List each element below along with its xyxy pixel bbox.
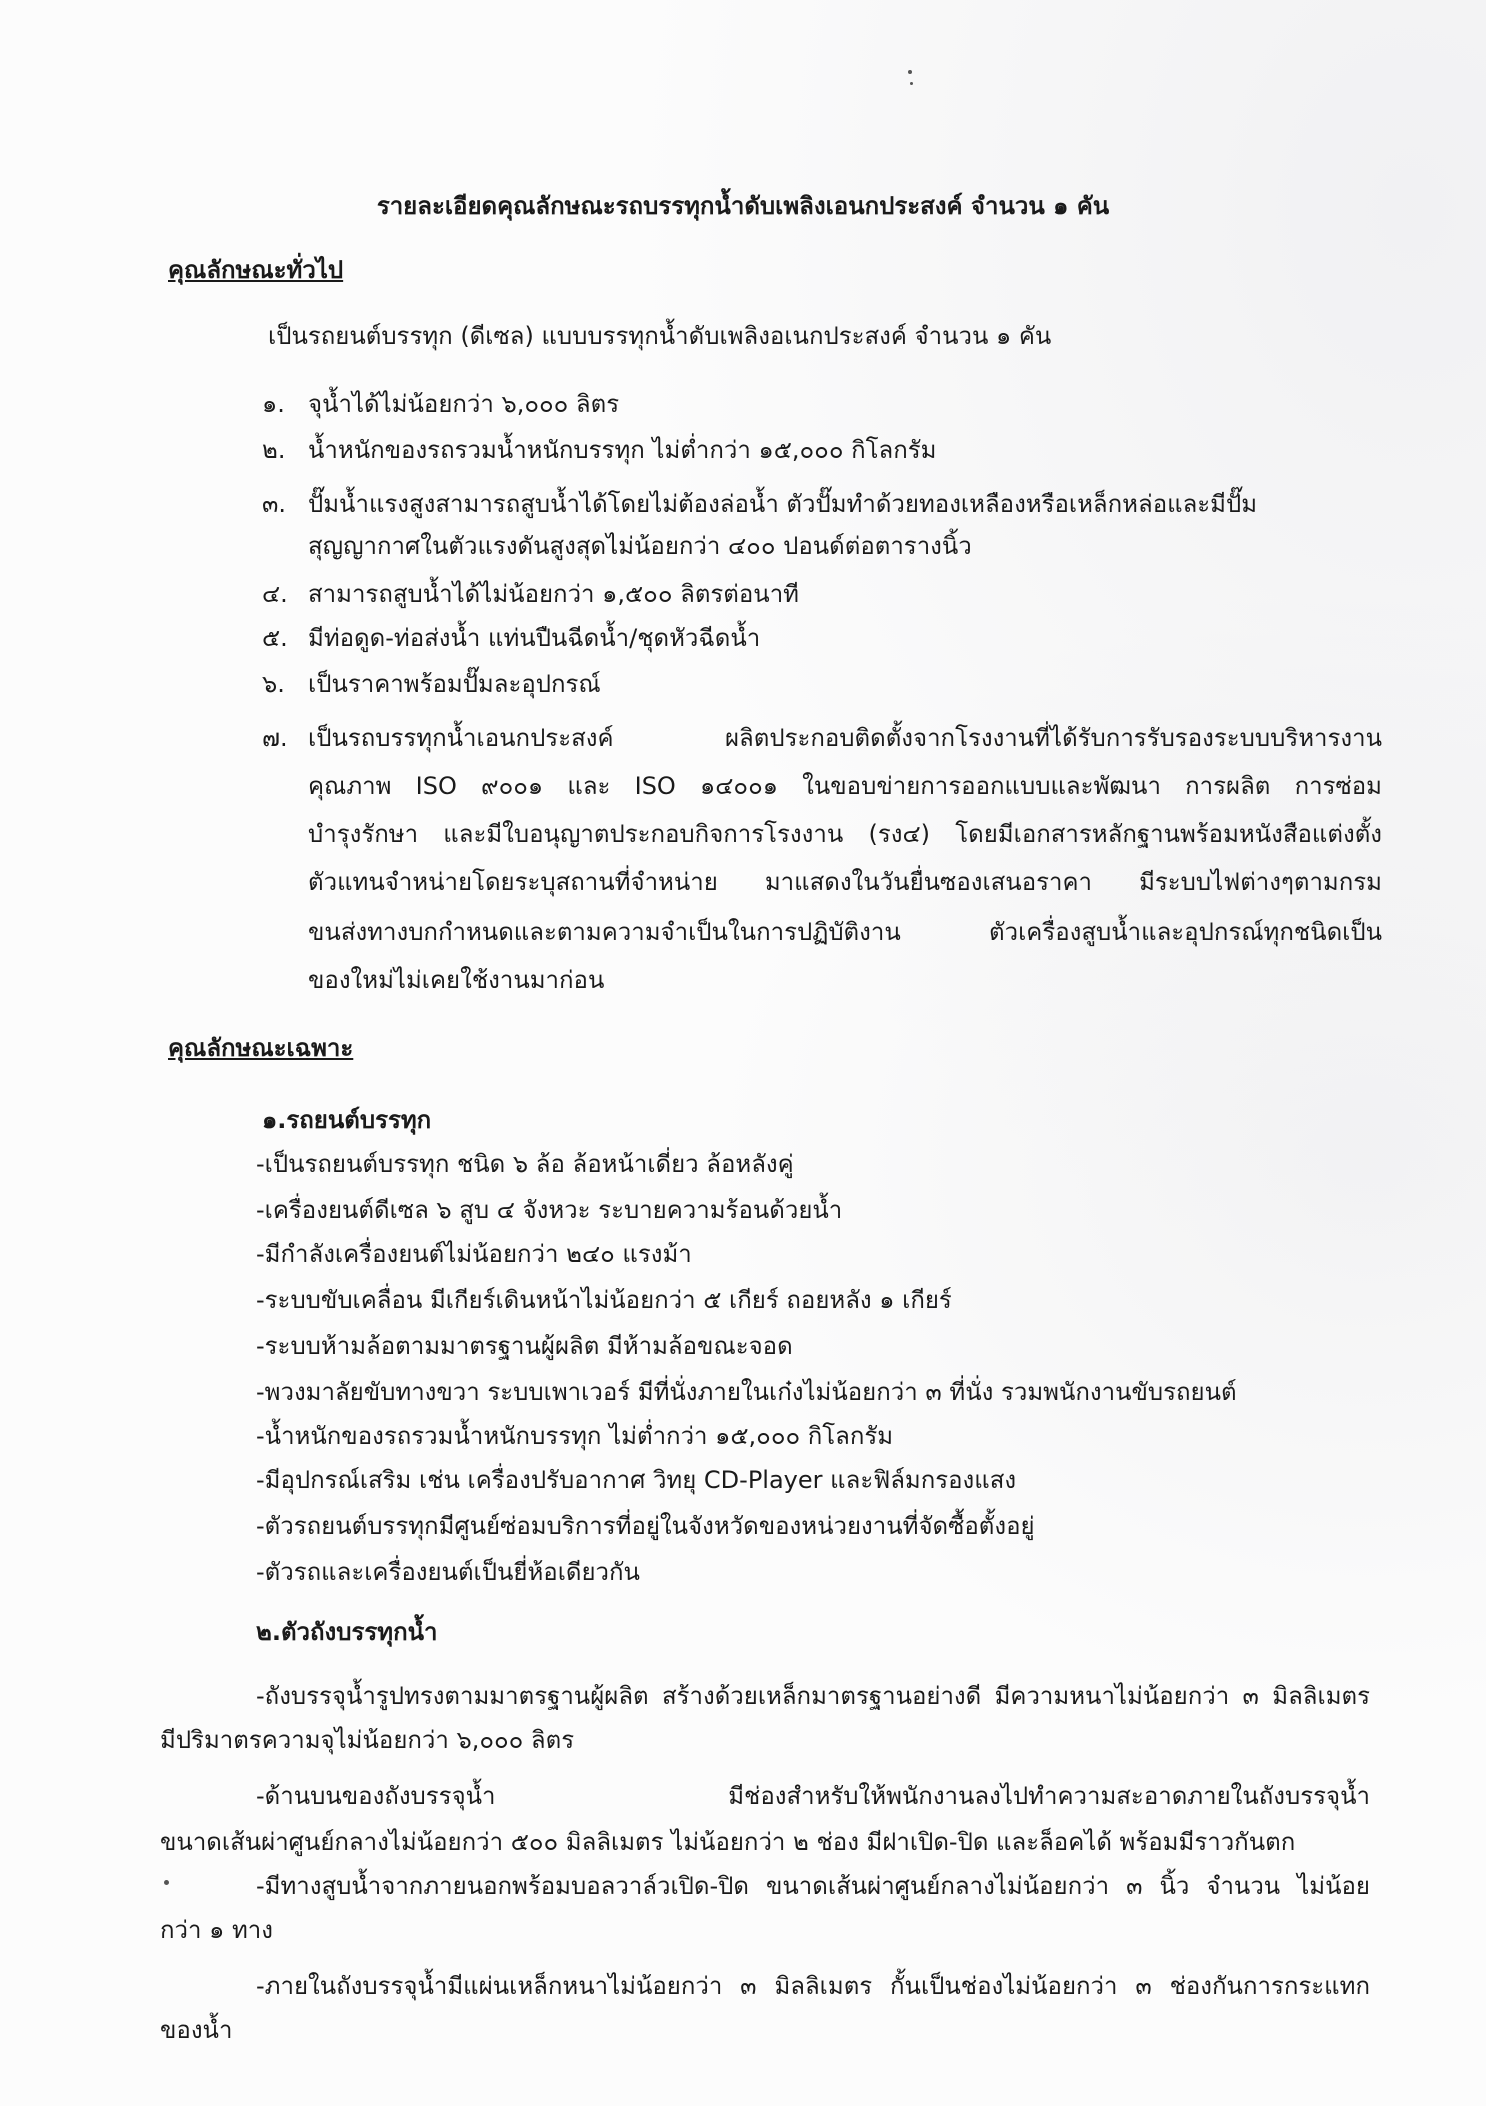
truck-spec-line: -เป็นรถยนต์บรรทุก ชนิด ๖ ล้อ ล้อหน้าเดี่ยว ล้อหลังคู่ [256,1150,794,1178]
item-line: น้ำหนักของรถรวมน้ำหนักบรรทุก ไม่ต่ำกว่า ๑๕,๐๐๐ กิโลกรัม [308,436,937,464]
item-number: ๕. [262,624,288,652]
scan-speck [908,70,912,74]
tank-spec-line: ของน้ำ [160,2016,233,2044]
truck-spec-line: -ระบบขับเคลื่อน มีเกียร์เดินหน้าไม่น้อยกว่า ๕ เกียร์ ถอยหลัง ๑ เกียร์ [256,1286,952,1314]
specific-heading: คุณลักษณะเฉพาะ [168,1034,354,1062]
item-number: ๒. [262,436,286,464]
item-line: เป็นราคาพร้อมปั๊มละอุปกรณ์ [308,670,601,698]
item-line: ของใหม่ไม่เคยใช้งานมาก่อน [308,966,605,994]
item-number: ๓. [262,490,287,518]
document-title: รายละเอียดคุณลักษณะรถบรรทุกน้ำดับเพลิงเอนกประสงค์ จำนวน ๑ คัน [376,192,1110,220]
tank-spec-line: กว่า ๑ ทาง [160,1916,273,1944]
item-line: ตัวแทนจำหน่ายโดยระบุสถานที่จำหน่าย มาแสดงในวันยื่นซองเสนอราคา มีระบบไฟต่างๆตามกรม [308,868,1382,896]
scan-speck [164,1880,169,1885]
general-intro: เป็นรถยนต์บรรทุก (ดีเซล) แบบบรรทุกน้ำดับเพลิงอเนกประสงค์ จำนวน ๑ คัน [268,322,1052,350]
tank-spec-line: -ถังบรรจุน้ำรูปทรงตามมาตรฐานผู้ผลิต สร้างด้วยเหล็กมาตรฐานอย่างดี มีความหนาไม่น้อยกว่า ๓ มิลลิเมตร [256,1682,1370,1710]
general-heading: คุณลักษณะทั่วไป [168,256,344,284]
truck-heading: ๑.รถยนต์บรรทุก [262,1106,432,1134]
truck-spec-line: -พวงมาลัยขับทางขวา ระบบเพาเวอร์ มีที่นั่งภายในเก๋งไม่น้อยกว่า ๓ ที่นั่ง รวมพนักงานขับรถยนต์ [256,1378,1237,1406]
item-line: สามารถสูบน้ำได้ไม่น้อยกว่า ๑,๕๐๐ ลิตรต่อนาที [308,580,799,608]
truck-spec-line: -เครื่องยนต์ดีเซล ๖ สูบ ๔ จังหวะ ระบายความร้อนด้วยน้ำ [256,1196,843,1224]
truck-spec-line: -ระบบห้ามล้อตามมาตรฐานผู้ผลิต มีห้ามล้อขณะจอด [256,1332,793,1360]
truck-spec-line: -ตัวรถยนต์บรรทุกมีศูนย์ซ่อมบริการที่อยู่ในจังหวัดของหน่วยงานที่จัดซื้อตั้งอยู่ [256,1512,1035,1540]
tank-spec-line: -ภายในถังบรรจุน้ำมีแผ่นเหล็กหนาไม่น้อยกว่า ๓ มิลลิเมตร กั้นเป็นช่องไม่น้อยกว่า ๓ ช่องกันการกระแทก [256,1972,1370,2000]
truck-spec-line: -มีกำลังเครื่องยนต์ไม่น้อยกว่า ๒๔๐ แรงม้า [256,1240,692,1268]
tank-spec-line: ขนาดเส้นผ่าศูนย์กลางไม่น้อยกว่า ๕๐๐ มิลลิเมตร ไม่น้อยกว่า ๒ ช่อง มีฝาเปิด-ปิด และล็อคได้ พร้อมมีราวกันตก [160,1828,1296,1856]
item-number: ๑. [262,390,285,418]
item-line: มีท่อดูด-ท่อส่งน้ำ แท่นปืนฉีดน้ำ/ชุดหัวฉีดน้ำ [308,624,761,652]
item-number: ๔. [262,580,288,608]
truck-spec-line: -ตัวรถและเครื่องยนต์เป็นยี่ห้อเดียวกัน [256,1558,640,1586]
item-line: เป็นรถบรรทุกน้ำเอนกประสงค์ ผลิตประกอบติดตั้งจากโรงงานที่ได้รับการรับรองระบบบริหารงาน [308,724,1382,752]
tank-spec-line: -ด้านบนของถังบรรจุน้ำ มีช่องสำหรับให้พนักงานลงไปทำความสะอาดภายในถังบรรจุน้ำ [256,1782,1370,1810]
item-line: ขนส่งทางบกกำหนดและตามความจำเป็นในการปฏิบัติงาน ตัวเครื่องสูบน้ำและอุปกรณ์ทุกชนิดเป็น [308,918,1382,946]
scan-speck [910,82,913,85]
item-number: ๗. [262,724,288,752]
item-line: บำรุงรักษา และมีใบอนุญาตประกอบกิจการโรงงาน (รง๔) โดยมีเอกสารหลักฐานพร้อมหนังสือแต่งตั้ง [308,820,1382,848]
tank-heading: ๒.ตัวถังบรรทุกน้ำ [256,1618,438,1646]
item-line: คุณภาพ ISO ๙๐๐๑ และ ISO ๑๔๐๐๑ ในขอบข่ายการออกแบบและพัฒนา การผลิต การซ่อม [308,772,1382,800]
tank-spec-line: -มีทางสูบน้ำจากภายนอกพร้อมบอลวาล์วเปิด-ปิด ขนาดเส้นผ่าศูนย์กลางไม่น้อยกว่า ๓ นิ้ว จำนวน ไม่น้อย [256,1872,1370,1900]
item-line: จุน้ำได้ไม่น้อยกว่า ๖,๐๐๐ ลิตร [308,390,620,418]
item-number: ๖. [262,670,285,698]
item-line: ปั๊มน้ำแรงสูงสามารถสูบน้ำได้โดยไม่ต้องล่อน้ำ ตัวปั๊มทำด้วยทองเหลืองหรือเหล็กหล่อและมีปั๊ม [308,490,1258,518]
truck-spec-line: -มีอุปกรณ์เสริม เช่น เครื่องปรับอากาศ วิทยุ CD-Player และฟิล์มกรองแสง [256,1466,1017,1494]
item-line: สุญญากาศในตัวแรงดันสูงสุดไม่น้อยกว่า ๔๐๐ ปอนด์ต่อตารางนิ้ว [308,532,972,560]
truck-spec-line: -น้ำหนักของรถรวมน้ำหนักบรรทุก ไม่ต่ำกว่า ๑๕,๐๐๐ กิโลกรัม [256,1422,894,1450]
tank-spec-line: มีปริมาตรความจุไม่น้อยกว่า ๖,๐๐๐ ลิตร [160,1726,575,1754]
